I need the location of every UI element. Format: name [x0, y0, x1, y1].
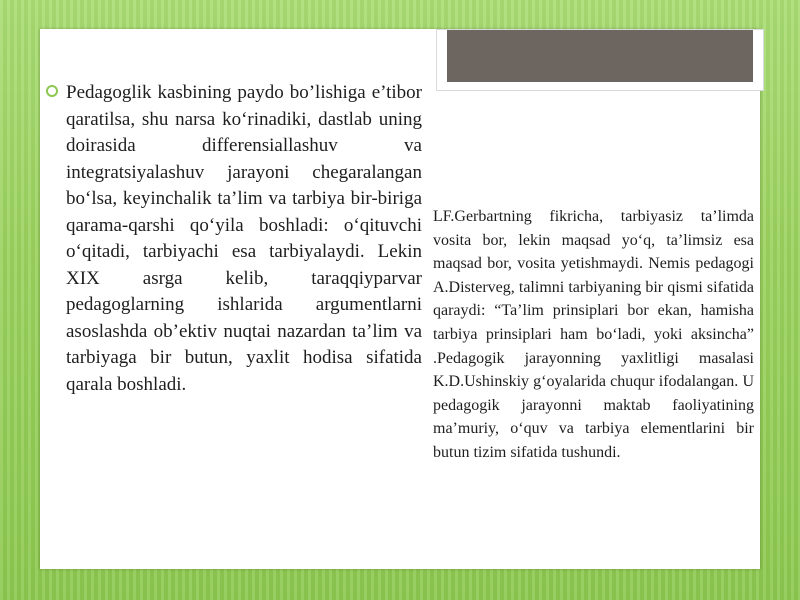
- ring-bullet-icon: [46, 85, 58, 97]
- decorative-frame-fill: [447, 30, 753, 82]
- decorative-frame: [436, 29, 764, 91]
- right-paragraph: LF.Gerbartning fikricha, tarbiyasiz ta’limda vosita bor, lekin maqsad yo‘q, ta’limsiz esa maqsad bor, vosita yetishmaydi. Nemis pedagogi A.Disterveg, talimni tarbiyaning bir qismi sifatida qaraydi: “Ta’lim prinsiplari bor ekan, hamisha tarbiya prinsiplari ham bo‘ladi, yoki aksincha” .Pedagogik jarayonning yaxlitligi masalasi K.D.Ushinskiy g‘oyalarida chuqur ifodalangan. U pedagogik jarayonni maktab faoliyatining ma’muriy, o‘quv va tarbiya elementlarini bir butun tizim sifatida tushundi.: [433, 208, 754, 461]
- left-paragraph: Pedagoglik kasbining paydo bo’lishiga e’tibor qaratilsa, shu narsa ko‘rinadiki, dastlab uning doirasida differensiallashuv va integratsiyalashuv jarayoni chegaralangan bo‘lsa, keyinchalik ta’lim va tarbiya bir-biriga qarama-qarshi qo‘yila boshladi: o‘qituvchi o‘qitadi, tarbiyachi esa tarbiyalaydi. Lekin XIX asrga kelib, taraqqiyparvar pedagoglarning ishlarida argumentlarni asoslashda ob’ektiv nuqtai nazardan ta’lim va tarbiyaga bir butun, yaxlit hodisa sifatida qarala boshladi.: [66, 82, 422, 395]
